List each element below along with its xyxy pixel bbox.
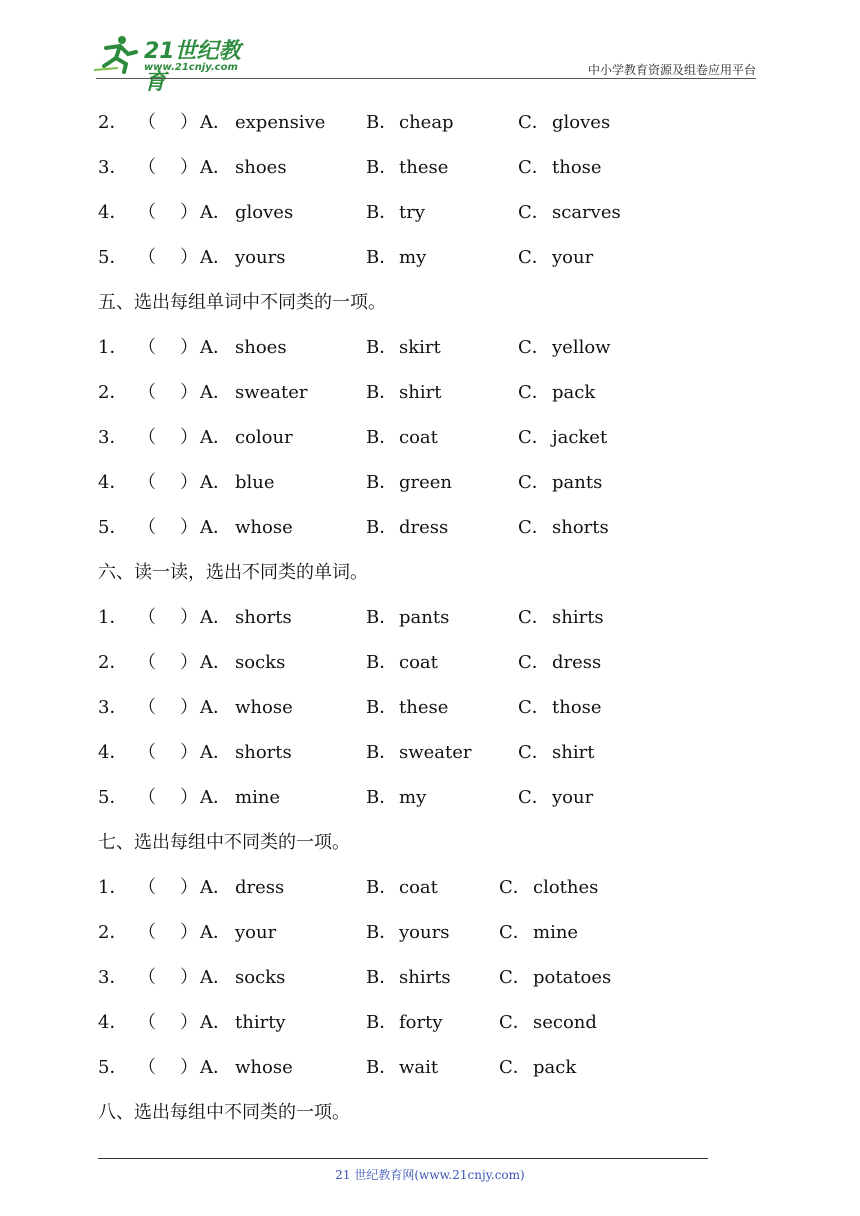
option-c: dress — [552, 652, 602, 673]
question-number: 4． — [98, 1012, 128, 1033]
option-b-label: B． — [366, 337, 398, 358]
question-number: 3． — [98, 967, 128, 988]
option-a: shorts — [235, 742, 292, 763]
answer-blank-left: （ — [138, 112, 156, 133]
option-a: socks — [235, 967, 286, 988]
option-c: second — [533, 1012, 597, 1033]
option-c: clothes — [533, 877, 599, 898]
option-a: shoes — [235, 337, 287, 358]
answer-blank-right: ） — [180, 472, 198, 493]
question-row — [98, 190, 778, 235]
answer-blank-right: ） — [180, 427, 198, 448]
question-row — [98, 145, 778, 190]
option-b: coat — [399, 427, 438, 448]
option-b: try — [399, 202, 426, 223]
option-a: your — [235, 922, 277, 943]
section-8 — [98, 1090, 778, 1135]
option-c-label: C． — [518, 697, 550, 718]
answer-blank-right: ） — [180, 517, 198, 538]
option-c-label: C． — [518, 517, 550, 538]
question-number: 4． — [98, 742, 128, 763]
option-c-label: C． — [518, 382, 550, 403]
option-b: shirt — [399, 382, 442, 403]
answer-blank-right: ） — [180, 337, 198, 358]
option-c-label: C． — [518, 427, 550, 448]
option-a-label: A． — [200, 517, 231, 538]
section-title: 八、选出每组中不同类的一项。 — [98, 1102, 350, 1123]
question-number: 4． — [98, 472, 128, 493]
option-c-label: C． — [499, 877, 531, 898]
question-number: 5． — [98, 517, 128, 538]
question-row — [98, 595, 778, 640]
option-a-label: A． — [200, 157, 231, 178]
runner-logo-icon — [92, 34, 142, 74]
section-title: 七、选出每组中不同类的一项。 — [98, 832, 350, 853]
option-b: yours — [399, 922, 450, 943]
question-row — [98, 370, 778, 415]
header-divider — [96, 78, 756, 79]
option-a: gloves — [235, 202, 294, 223]
option-b-label: B． — [366, 967, 398, 988]
question-row — [98, 865, 778, 910]
option-b: forty — [399, 1012, 443, 1033]
question-row — [98, 730, 778, 775]
option-c-label: C． — [518, 202, 550, 223]
option-a: colour — [235, 427, 293, 448]
answer-blank-right: ） — [180, 382, 198, 403]
question-number: 2． — [98, 382, 128, 403]
option-a: sweater — [235, 382, 308, 403]
option-b-label: B． — [366, 652, 398, 673]
option-a: thirty — [235, 1012, 286, 1033]
option-a-label: A． — [200, 607, 231, 628]
option-c: shirt — [552, 742, 595, 763]
option-a-label: A． — [200, 742, 231, 763]
question-row — [98, 415, 778, 460]
footer-text: 21 世纪教育网(www.21cnjy.com) — [335, 1168, 525, 1182]
answer-blank-right: ） — [180, 1012, 198, 1033]
option-c-label: C． — [499, 1057, 531, 1078]
option-b: cheap — [399, 112, 454, 133]
question-number: 3． — [98, 697, 128, 718]
option-a-label: A． — [200, 877, 231, 898]
answer-blank-left: （ — [138, 202, 156, 223]
question-row — [98, 685, 778, 730]
option-a-label: A． — [200, 1012, 231, 1033]
option-b: skirt — [399, 337, 441, 358]
question-number: 2． — [98, 922, 128, 943]
option-a-label: A． — [200, 427, 231, 448]
question-row — [98, 775, 778, 820]
answer-blank-left: （ — [138, 427, 156, 448]
question-row — [98, 505, 778, 550]
option-b: these — [399, 697, 449, 718]
option-c: those — [552, 697, 602, 718]
question-number: 1． — [98, 337, 128, 358]
answer-blank-left: （ — [138, 1012, 156, 1033]
answer-blank-left: （ — [138, 877, 156, 898]
option-c: potatoes — [533, 967, 612, 988]
answer-blank-right: ） — [180, 787, 198, 808]
logo — [92, 34, 262, 95]
option-a-label: A． — [200, 472, 231, 493]
option-a: whose — [235, 697, 293, 718]
option-c: pack — [533, 1057, 577, 1078]
answer-blank-left: （ — [138, 1057, 156, 1078]
option-a: blue — [235, 472, 275, 493]
option-a: yours — [235, 247, 286, 268]
option-b: sweater — [399, 742, 472, 763]
answer-blank-left: （ — [138, 967, 156, 988]
option-b-label: B． — [366, 517, 398, 538]
option-a-label: A． — [200, 382, 231, 403]
option-a-label: A． — [200, 1057, 231, 1078]
section-title: 五、选出每组单词中不同类的一项。 — [98, 292, 386, 313]
option-c: those — [552, 157, 602, 178]
option-b-label: B． — [366, 787, 398, 808]
question-row — [98, 1000, 778, 1045]
option-a-label: A． — [200, 697, 231, 718]
answer-blank-right: ） — [180, 247, 198, 268]
section-5 — [98, 280, 778, 550]
option-c: pack — [552, 382, 596, 403]
answer-blank-right: ） — [180, 112, 198, 133]
option-b: dress — [399, 517, 449, 538]
option-c-label: C． — [518, 787, 550, 808]
option-b-label: B． — [366, 382, 398, 403]
answer-blank-right: ） — [180, 877, 198, 898]
option-c-label: C． — [518, 247, 550, 268]
answer-blank-left: （ — [138, 697, 156, 718]
option-b-label: B． — [366, 877, 398, 898]
option-c-label: C． — [499, 1012, 531, 1033]
option-c: yellow — [552, 337, 611, 358]
option-b-label: B． — [366, 1012, 398, 1033]
answer-blank-left: （ — [138, 607, 156, 628]
document-content — [98, 100, 778, 1135]
option-a: mine — [235, 787, 281, 808]
option-b: my — [399, 247, 427, 268]
answer-blank-left: （ — [138, 787, 156, 808]
option-c-label: C． — [518, 472, 550, 493]
option-b-label: B． — [366, 427, 398, 448]
option-c-label: C． — [518, 337, 550, 358]
option-b: coat — [399, 877, 438, 898]
question-row — [98, 1045, 778, 1090]
question-row — [98, 640, 778, 685]
answer-blank-left: （ — [138, 922, 156, 943]
option-a: shorts — [235, 607, 292, 628]
answer-blank-left: （ — [138, 247, 156, 268]
option-a: socks — [235, 652, 286, 673]
answer-blank-left: （ — [138, 742, 156, 763]
option-b-label: B． — [366, 112, 398, 133]
option-a: whose — [235, 1057, 293, 1078]
answer-blank-right: ） — [180, 967, 198, 988]
answer-blank-left: （ — [138, 472, 156, 493]
option-c: gloves — [552, 112, 611, 133]
question-number: 5． — [98, 247, 128, 268]
option-b-label: B． — [366, 607, 398, 628]
option-a-label: A． — [200, 202, 231, 223]
answer-blank-left: （ — [138, 652, 156, 673]
question-number: 3． — [98, 157, 128, 178]
question-number: 1． — [98, 877, 128, 898]
answer-blank-left: （ — [138, 382, 156, 403]
option-b: my — [399, 787, 427, 808]
question-number: 3． — [98, 427, 128, 448]
option-a-label: A． — [200, 112, 231, 133]
option-b-label: B． — [366, 697, 398, 718]
option-b-label: B． — [366, 247, 398, 268]
option-b-label: B． — [366, 742, 398, 763]
answer-blank-right: ） — [180, 652, 198, 673]
option-a-label: A． — [200, 967, 231, 988]
question-number: 2． — [98, 112, 128, 133]
question-row — [98, 460, 778, 505]
option-b: pants — [399, 607, 450, 628]
option-b-label: B． — [366, 1057, 398, 1078]
footer-divider — [98, 1158, 708, 1159]
section-6 — [98, 550, 778, 820]
section-7 — [98, 820, 778, 1090]
question-group-top — [98, 100, 778, 280]
option-a-label: A． — [200, 337, 231, 358]
question-row — [98, 325, 778, 370]
option-a: expensive — [235, 112, 326, 133]
option-b-label: B． — [366, 472, 398, 493]
question-row — [98, 910, 778, 955]
question-number: 2． — [98, 652, 128, 673]
logo-url: www.21cnjy.com — [144, 62, 238, 73]
option-c: pants — [552, 472, 603, 493]
option-b: wait — [399, 1057, 439, 1078]
question-row — [98, 235, 778, 280]
header-platform-text: 中小学教育资源及组卷应用平台 — [587, 63, 756, 77]
answer-blank-right: ） — [180, 697, 198, 718]
option-c: your — [552, 247, 594, 268]
option-b: shirts — [399, 967, 451, 988]
option-c: shorts — [552, 517, 609, 538]
option-a: dress — [235, 877, 285, 898]
page-header — [0, 0, 860, 95]
option-b-label: B． — [366, 922, 398, 943]
option-c-label: C． — [499, 922, 531, 943]
option-c: scarves — [552, 202, 621, 223]
option-c: jacket — [552, 427, 608, 448]
answer-blank-right: ） — [180, 157, 198, 178]
answer-blank-left: （ — [138, 337, 156, 358]
question-number: 1． — [98, 607, 128, 628]
option-c: mine — [533, 922, 579, 943]
answer-blank-right: ） — [180, 607, 198, 628]
option-a-label: A． — [200, 787, 231, 808]
option-a: shoes — [235, 157, 287, 178]
option-c-label: C． — [518, 157, 550, 178]
option-b-label: B． — [366, 157, 398, 178]
option-b: coat — [399, 652, 438, 673]
option-c: your — [552, 787, 594, 808]
answer-blank-right: ） — [180, 1057, 198, 1078]
option-a-label: A． — [200, 247, 231, 268]
option-a: whose — [235, 517, 293, 538]
answer-blank-right: ） — [180, 922, 198, 943]
section-title: 六、读一读，选出不同类的单词。 — [98, 562, 368, 583]
question-row — [98, 955, 778, 1000]
option-b: these — [399, 157, 449, 178]
option-c-label: C． — [499, 967, 531, 988]
option-c-label: C． — [518, 112, 550, 133]
answer-blank-right: ） — [180, 202, 198, 223]
answer-blank-left: （ — [138, 517, 156, 538]
question-number: 5． — [98, 787, 128, 808]
answer-blank-left: （ — [138, 157, 156, 178]
option-c-label: C． — [518, 607, 550, 628]
option-c: shirts — [552, 607, 604, 628]
question-number: 4． — [98, 202, 128, 223]
option-b-label: B． — [366, 202, 398, 223]
option-c-label: C． — [518, 652, 550, 673]
option-a-label: A． — [200, 652, 231, 673]
answer-blank-right: ） — [180, 742, 198, 763]
option-c-label: C． — [518, 742, 550, 763]
question-row — [98, 100, 778, 145]
question-number: 5． — [98, 1057, 128, 1078]
logo-text: 21世纪教育 — [144, 39, 241, 95]
option-b: green — [399, 472, 453, 493]
option-a-label: A． — [200, 922, 231, 943]
